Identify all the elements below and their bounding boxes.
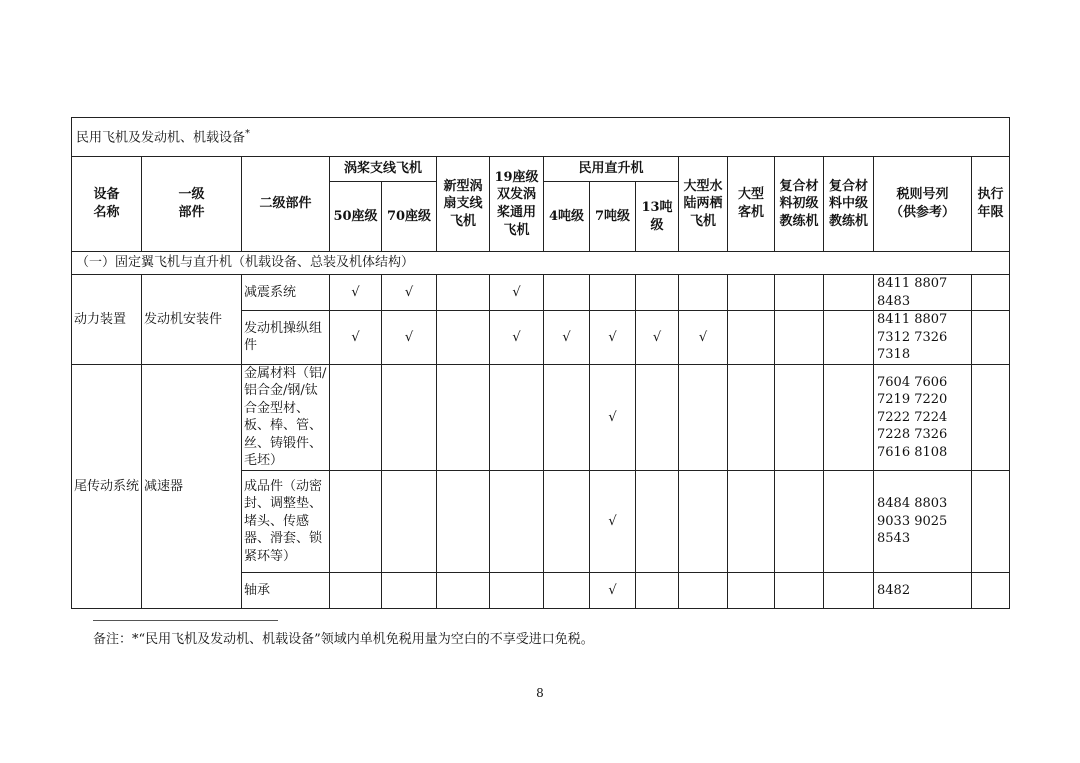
footnote: 备注：*“民用飞机及发动机、机载设备”领域内单机免税用量为空白的不享受进口免税。 bbox=[93, 632, 594, 647]
header-7-ton: 7吨级 bbox=[590, 182, 636, 252]
check-mark: √ bbox=[544, 311, 590, 365]
tariff-codes: 7604 7606 7219 7220 7222 7224 7228 7326 7616 8108 bbox=[874, 364, 972, 470]
level2-damping-system: 减震系统 bbox=[242, 275, 330, 311]
header-turboprop: 涡桨支线飞机 bbox=[330, 157, 437, 182]
header-period: 执行 年限 bbox=[972, 157, 1010, 252]
header-amphibious: 大型水 陆两栖 飞机 bbox=[679, 157, 728, 252]
check-mark: √ bbox=[679, 311, 728, 365]
check-mark: √ bbox=[382, 275, 437, 311]
check-mark: √ bbox=[590, 471, 636, 573]
table-title bbox=[72, 118, 1010, 157]
level2-metal-materials: 金属材料（铝/铝合金/钢/钛合金型材、板、棒、管、丝、铸锻件、毛坯） bbox=[242, 364, 330, 470]
level2-engine-control: 发动机操纵组件 bbox=[242, 311, 330, 365]
header-composite-intermediate: 复合材 料中级 教练机 bbox=[824, 157, 874, 252]
equipment-power-unit: 动力装置 bbox=[72, 275, 142, 365]
tariff-codes: 8484 8803 9033 9025 8543 bbox=[874, 471, 972, 573]
table-row bbox=[72, 364, 1010, 470]
header-composite-primary: 复合材 料初级 教练机 bbox=[775, 157, 824, 252]
tariff-codes: 8411 8807 7312 7326 7318 bbox=[874, 311, 972, 365]
table-row bbox=[72, 275, 1010, 311]
header-level2: 二级部件 bbox=[242, 157, 330, 252]
check-mark: √ bbox=[590, 311, 636, 365]
check-mark: √ bbox=[590, 573, 636, 609]
page-number: 8 bbox=[536, 686, 544, 700]
check-mark: √ bbox=[330, 311, 382, 365]
title-footnote-mark: * bbox=[245, 128, 251, 140]
header-helicopter: 民用直升机 bbox=[544, 157, 679, 182]
level1-gearbox: 减速器 bbox=[142, 364, 242, 608]
header-4-ton: 4吨级 bbox=[544, 182, 590, 252]
table-title-text: 民用飞机及发动机、机载设备 bbox=[76, 130, 246, 146]
check-mark: √ bbox=[490, 275, 544, 311]
equipment-tail-transmission: 尾传动系统 bbox=[72, 364, 142, 608]
header-13-ton: 13吨 级 bbox=[636, 182, 679, 252]
header-50-seat: 50座级 bbox=[330, 182, 382, 252]
check-mark: √ bbox=[382, 311, 437, 365]
header-level1: 一级 部件 bbox=[142, 157, 242, 252]
header-equipment-name: 设备 名称 bbox=[72, 157, 142, 252]
header-70-seat: 70座级 bbox=[382, 182, 437, 252]
header-large-airliner: 大型 客机 bbox=[728, 157, 775, 252]
aircraft-equipment-table bbox=[71, 117, 1010, 609]
check-mark: √ bbox=[636, 311, 679, 365]
level2-bearing: 轴承 bbox=[242, 573, 330, 609]
footnote-divider bbox=[93, 620, 278, 621]
header-new-turbofan: 新型涡 扇支线 飞机 bbox=[437, 157, 490, 252]
level2-finished-parts: 成品件（动密封、调整垫、堵头、传感器、滑套、锁紧环等） bbox=[242, 471, 330, 573]
level1-engine-mount: 发动机安装件 bbox=[142, 275, 242, 365]
tariff-codes: 8411 8807 8483 bbox=[874, 275, 972, 311]
check-mark: √ bbox=[490, 311, 544, 365]
check-mark: √ bbox=[330, 275, 382, 311]
tariff-codes: 8482 bbox=[874, 573, 972, 609]
section-fixed-wing: （一）固定翼飞机与直升机（机载设备、总装及机体结构） bbox=[72, 252, 1010, 275]
header-tariff: 税则号列 （供参考） bbox=[874, 157, 972, 252]
header-19-seat-twin: 19座级 双发涡 桨通用 飞机 bbox=[490, 157, 544, 252]
check-mark: √ bbox=[590, 364, 636, 470]
